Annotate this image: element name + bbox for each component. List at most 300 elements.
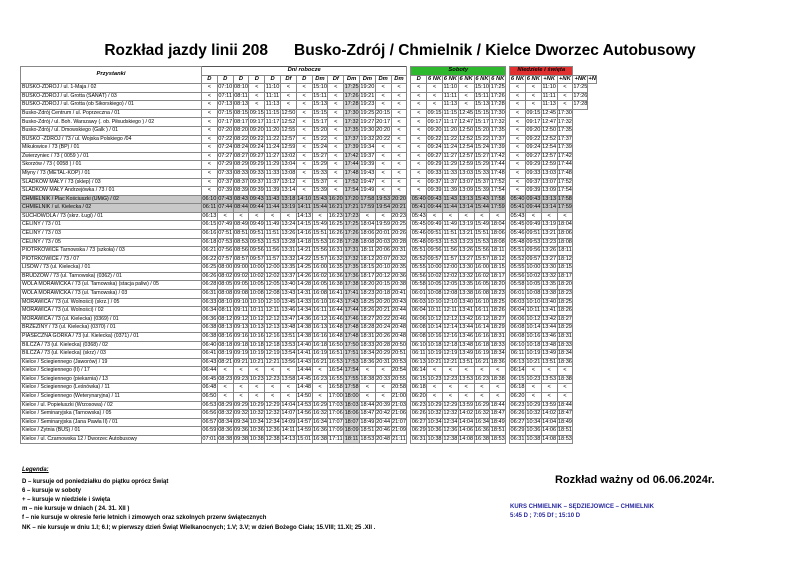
departure-time: 06:45 bbox=[202, 375, 218, 384]
departure-time: 18:53 bbox=[359, 435, 375, 444]
departure-time: 13:43 bbox=[280, 290, 296, 299]
departure-time: < bbox=[391, 101, 407, 110]
departure-time: < bbox=[391, 84, 407, 93]
departure-time: 13:32 bbox=[458, 272, 474, 281]
departure-time: < bbox=[202, 169, 218, 178]
departure-time: 11:11 bbox=[442, 92, 458, 101]
departure-time: < bbox=[296, 92, 312, 101]
departure-time: 13:26 bbox=[280, 229, 296, 238]
stop-name: Kielce / Ściegiennego (II) / 17 bbox=[21, 367, 202, 376]
departure-time: < bbox=[202, 101, 218, 110]
stop-row bbox=[21, 84, 597, 93]
departure-time: 10:29 bbox=[427, 401, 443, 410]
departure-time: < bbox=[202, 109, 218, 118]
departure-time: 09:51 bbox=[249, 229, 265, 238]
departure-time: 10:08 bbox=[249, 290, 265, 299]
departure-time: 13:30 bbox=[458, 264, 474, 273]
departure-time: 09:27 bbox=[249, 152, 265, 161]
departure-time: 14:21 bbox=[296, 247, 312, 256]
departure-time: 13:46 bbox=[280, 307, 296, 316]
departure-time: 20:01 bbox=[375, 229, 391, 238]
departure-time: 16:10 bbox=[312, 298, 328, 307]
column-code: Dm bbox=[312, 75, 328, 84]
departure-time: 05:48 bbox=[510, 238, 526, 247]
departure-time: 11:24 bbox=[265, 144, 281, 153]
departure-time: 17:58 bbox=[557, 195, 573, 204]
timetable bbox=[20, 66, 597, 444]
departure-time: < bbox=[411, 178, 427, 187]
section-weekday: Dni robocze bbox=[202, 67, 407, 76]
departure-time: 18:04 bbox=[490, 221, 506, 230]
departure-time: 16:13 bbox=[312, 324, 328, 333]
departure-time: 20:41 bbox=[391, 290, 407, 299]
departure-time: 20:58 bbox=[391, 384, 407, 393]
departure-time: 18:25 bbox=[490, 298, 506, 307]
departure-time: 06:20 bbox=[510, 392, 526, 401]
departure-time: 13:12 bbox=[280, 178, 296, 187]
line-title: Rozkład jazdy linii 208 bbox=[104, 42, 269, 59]
departure-time: 15:24 bbox=[474, 144, 490, 153]
departure-time: 09:19 bbox=[233, 350, 249, 359]
departure-time: < bbox=[328, 84, 344, 93]
departure-time: 17:59 bbox=[557, 204, 573, 213]
departure-time: 20:55 bbox=[391, 375, 407, 384]
departure-time: 13:51 bbox=[280, 332, 296, 341]
departure-time: 06:27 bbox=[411, 418, 427, 427]
departure-time: 09:57 bbox=[249, 255, 265, 264]
departure-time: < bbox=[458, 92, 474, 101]
departure-time: 20:28 bbox=[391, 238, 407, 247]
departure-time: 18:29 bbox=[490, 324, 506, 333]
departure-time: < bbox=[249, 92, 265, 101]
departure-time: 13:44 bbox=[458, 324, 474, 333]
departure-time: 13:19 bbox=[458, 221, 474, 230]
departure-time: 13:21 bbox=[541, 229, 557, 238]
departure-time: 09:16 bbox=[233, 332, 249, 341]
column-code: Dm bbox=[391, 75, 407, 84]
departure-time: 17:52 bbox=[344, 178, 360, 187]
departure-time: 12:47 bbox=[458, 118, 474, 127]
departure-time: < bbox=[510, 187, 526, 196]
departure-time: 10:11 bbox=[249, 307, 265, 316]
departure-time: 10:14 bbox=[525, 324, 541, 333]
departure-time: 20:35 bbox=[391, 264, 407, 273]
departure-time: 05:51 bbox=[510, 247, 526, 256]
departure-time: 12:38 bbox=[265, 435, 281, 444]
departure-time: 11:49 bbox=[442, 221, 458, 230]
departure-time: < bbox=[375, 367, 391, 376]
departure-time: < bbox=[202, 152, 218, 161]
departure-time: 11:13 bbox=[442, 101, 458, 110]
departure-time: 17:44 bbox=[344, 307, 360, 316]
departure-time: 10:34 bbox=[249, 418, 265, 427]
departure-time: < bbox=[411, 101, 427, 110]
departure-time: 15:43 bbox=[474, 195, 490, 204]
departure-time: 16:19 bbox=[312, 350, 328, 359]
departure-time: < bbox=[296, 109, 312, 118]
departure-time: 18:12 bbox=[359, 255, 375, 264]
departure-time: 18:27 bbox=[557, 315, 573, 324]
departure-time: < bbox=[328, 187, 344, 196]
departure-time: 06:10 bbox=[510, 341, 526, 350]
departure-time: 11:57 bbox=[265, 255, 281, 264]
column-code: D bbox=[296, 75, 312, 84]
departure-time: 18:36 bbox=[557, 358, 573, 367]
departure-time: < bbox=[427, 84, 443, 93]
departure-time: 15:17 bbox=[312, 118, 328, 127]
departure-time: 10:32 bbox=[525, 410, 541, 419]
departure-time: 15:20 bbox=[312, 127, 328, 136]
departure-time: < bbox=[328, 127, 344, 136]
departure-time: 17:59 bbox=[359, 204, 375, 213]
departure-time: 14:02 bbox=[541, 410, 557, 419]
departure-time: 13:27 bbox=[458, 255, 474, 264]
departure-time: < bbox=[375, 178, 391, 187]
departure-time: < bbox=[265, 384, 281, 393]
departure-time: 16:38 bbox=[474, 435, 490, 444]
departure-time: < bbox=[541, 384, 557, 393]
departure-time: < bbox=[359, 384, 375, 393]
departure-time: 10:16 bbox=[525, 332, 541, 341]
departure-time: < bbox=[474, 384, 490, 393]
departure-time: 06:43 bbox=[202, 358, 218, 367]
departure-time: < bbox=[442, 384, 458, 393]
departure-time: 10:11 bbox=[427, 307, 443, 316]
departure-time: 19:23 bbox=[359, 101, 375, 110]
departure-time: 16:34 bbox=[312, 418, 328, 427]
departure-time: 18:15 bbox=[490, 264, 506, 273]
departure-time: 17:35 bbox=[490, 127, 506, 136]
departure-time: < bbox=[510, 152, 526, 161]
departure-time: 17:25 bbox=[344, 221, 360, 230]
departure-time: 11:17 bbox=[442, 118, 458, 127]
departure-time: 21:00 bbox=[391, 392, 407, 401]
departure-time: 13:47 bbox=[280, 315, 296, 324]
departure-time: 16:25 bbox=[328, 221, 344, 230]
departure-time: 15:37 bbox=[474, 178, 490, 187]
departure-time: 12:36 bbox=[442, 427, 458, 436]
departure-time: 05:56 bbox=[411, 272, 427, 281]
departure-time: 21:09 bbox=[391, 427, 407, 436]
departure-time: 17:48 bbox=[557, 169, 573, 178]
departure-time: 13:58 bbox=[280, 375, 296, 384]
departure-time: 18:36 bbox=[359, 358, 375, 367]
departure-time: 14:33 bbox=[296, 298, 312, 307]
departure-time: 12:05 bbox=[442, 281, 458, 290]
departure-time: 18:15 bbox=[557, 264, 573, 273]
departure-time: 16:50 bbox=[328, 341, 344, 350]
departure-time: 06:34 bbox=[202, 307, 218, 316]
departure-time: < bbox=[411, 127, 427, 136]
departure-time: 14:50 bbox=[296, 392, 312, 401]
departure-time: < bbox=[557, 84, 573, 93]
departure-time: 06:21 bbox=[202, 247, 218, 256]
departure-time: < bbox=[427, 392, 443, 401]
departure-time: 07:33 bbox=[217, 169, 233, 178]
departure-time: 15:27 bbox=[474, 152, 490, 161]
departure-time: < bbox=[490, 367, 506, 376]
departure-time: 16:14 bbox=[474, 324, 490, 333]
departure-time: 14:41 bbox=[296, 350, 312, 359]
stop-name: MORAWICA / 73 (ul. Kielecka) (0369) / 01 bbox=[21, 315, 202, 324]
departure-time: 09:56 bbox=[525, 247, 541, 256]
departure-time: 06:31 bbox=[510, 435, 526, 444]
departure-time: 17:54 bbox=[557, 187, 573, 196]
departure-time: 10:02 bbox=[249, 272, 265, 281]
stop-row bbox=[21, 315, 597, 324]
departure-time: 13:53 bbox=[541, 375, 557, 384]
stop-name: CHMIELNIK / Plac Kościuszki (UMiG) / 02 bbox=[21, 195, 202, 204]
departure-time: 10:12 bbox=[427, 315, 443, 324]
departure-time: 18:06 bbox=[344, 410, 360, 419]
departure-time: 19:25 bbox=[359, 109, 375, 118]
departure-time: 13:14 bbox=[541, 204, 557, 213]
departure-time: 18:51 bbox=[490, 427, 506, 436]
departure-time: 17:58 bbox=[490, 195, 506, 204]
departure-time: < bbox=[312, 367, 328, 376]
departure-time: 17:54 bbox=[490, 187, 506, 196]
departure-time: 18:26 bbox=[359, 307, 375, 316]
departure-time: 10:11 bbox=[525, 307, 541, 316]
departure-time: 18:47 bbox=[359, 410, 375, 419]
departure-time: 18:00 bbox=[344, 392, 360, 401]
stop-name: WOLA MORAWICKA / 73 (ul. Tarnowska) / 03 bbox=[21, 290, 202, 299]
departure-time: 17:48 bbox=[344, 324, 360, 333]
departure-time: 18:49 bbox=[490, 418, 506, 427]
departure-time: 12:08 bbox=[265, 290, 281, 299]
departure-time: 16:16 bbox=[474, 332, 490, 341]
departure-time: 08:13 bbox=[233, 101, 249, 110]
departure-time: < bbox=[510, 178, 526, 187]
departure-time: < bbox=[359, 392, 375, 401]
departure-time: 18:29 bbox=[557, 324, 573, 333]
departure-time: 14:34 bbox=[296, 307, 312, 316]
departure-time: 11:15 bbox=[442, 109, 458, 118]
stop-row bbox=[21, 127, 597, 136]
departure-time: 06:29 bbox=[510, 427, 526, 436]
departure-time: 18:31 bbox=[557, 332, 573, 341]
departure-time: 20:24 bbox=[375, 324, 391, 333]
departure-time: 16:00 bbox=[474, 264, 490, 273]
departure-time: 10:34 bbox=[427, 418, 443, 427]
departure-time: 06:06 bbox=[411, 315, 427, 324]
departure-time: 06:03 bbox=[510, 298, 526, 307]
departure-time: 06:18 bbox=[510, 384, 526, 393]
departure-time: < bbox=[280, 84, 296, 93]
departure-time: 11:57 bbox=[442, 255, 458, 264]
departure-time: 13:49 bbox=[458, 350, 474, 359]
departure-time: 09:11 bbox=[233, 307, 249, 316]
column-code: D bbox=[249, 75, 265, 84]
departure-time: 07:29 bbox=[217, 161, 233, 170]
departure-time: 14:06 bbox=[458, 427, 474, 436]
departure-time: 09:20 bbox=[525, 127, 541, 136]
departure-time: 11:29 bbox=[265, 161, 281, 170]
departure-time: 10:10 bbox=[525, 298, 541, 307]
departure-time: 05:52 bbox=[510, 255, 526, 264]
stop-name: MORAWICA / 73 (ul. Wolności) (skrz.) / 05 bbox=[21, 298, 202, 307]
departure-time: 20:28 bbox=[375, 341, 391, 350]
departure-time: 17:35 bbox=[344, 264, 360, 273]
departure-time: 18:53 bbox=[557, 435, 573, 444]
departure-time: 06:53 bbox=[202, 401, 218, 410]
departure-time: < bbox=[296, 84, 312, 93]
departure-time: 14:02 bbox=[458, 410, 474, 419]
departure-time: 21:03 bbox=[391, 401, 407, 410]
departure-time: 18:11 bbox=[557, 247, 573, 256]
departure-time: 12:57 bbox=[541, 152, 557, 161]
departure-time: 17:32 bbox=[557, 118, 573, 127]
departure-time: 08:11 bbox=[233, 92, 249, 101]
departure-time: 18:23 bbox=[557, 290, 573, 299]
departure-time: 09:56 bbox=[249, 247, 265, 256]
stop-row bbox=[21, 101, 597, 110]
departure-time: 18:27 bbox=[359, 315, 375, 324]
departure-time: 06:56 bbox=[202, 410, 218, 419]
departure-time: 06:18 bbox=[411, 384, 427, 393]
departure-time: 11:51 bbox=[442, 229, 458, 238]
departure-time: 18:49 bbox=[557, 418, 573, 427]
departure-time: 15:56 bbox=[474, 247, 490, 256]
departure-time: 18:47 bbox=[490, 410, 506, 419]
departure-time: < bbox=[296, 161, 312, 170]
stop-row bbox=[21, 221, 597, 230]
departure-time: 12:32 bbox=[442, 410, 458, 419]
departure-time: 17:06 bbox=[328, 410, 344, 419]
departure-time: < bbox=[249, 101, 265, 110]
legend bbox=[22, 466, 375, 533]
departure-time: 13:30 bbox=[541, 264, 557, 273]
departure-time: 20:10 bbox=[375, 264, 391, 273]
departure-time: 09:08 bbox=[233, 290, 249, 299]
departure-time: 12:12 bbox=[265, 315, 281, 324]
departure-time: 16:12 bbox=[312, 315, 328, 324]
departure-time: 13:42 bbox=[541, 315, 557, 324]
departure-time: 14:44 bbox=[296, 367, 312, 376]
column-code: D bbox=[411, 75, 427, 84]
departure-time: 14:10 bbox=[296, 195, 312, 204]
stop-name: PIOTRKOWICE / 73 / 07 bbox=[21, 255, 202, 264]
departure-time: 05:43 bbox=[411, 212, 427, 221]
stop-row bbox=[21, 324, 597, 333]
departure-time: 14:15 bbox=[296, 221, 312, 230]
departure-time: 17:20 bbox=[344, 195, 360, 204]
departure-time: 06:08 bbox=[411, 324, 427, 333]
departure-time: < bbox=[557, 212, 573, 221]
departure-time: 09:05 bbox=[233, 281, 249, 290]
departure-time: 17:35 bbox=[557, 127, 573, 136]
departure-time: 15:10 bbox=[474, 84, 490, 93]
departure-time: < bbox=[474, 367, 490, 376]
departure-time: 12:29 bbox=[265, 401, 281, 410]
departure-time: 13:13 bbox=[458, 195, 474, 204]
departure-time: 09:12 bbox=[233, 315, 249, 324]
departure-time: 09:29 bbox=[233, 401, 249, 410]
departure-time: 11:44 bbox=[442, 204, 458, 213]
departure-time: 12:59 bbox=[541, 161, 557, 170]
departure-time: 15:37 bbox=[312, 178, 328, 187]
stop-row bbox=[21, 298, 597, 307]
departure-time: 10:32 bbox=[427, 410, 443, 419]
stop-name: BILCZA / 73 (ul. Kielecka) (skrz) / 03 bbox=[21, 350, 202, 359]
departure-time: 18:51 bbox=[359, 427, 375, 436]
stop-row bbox=[21, 332, 597, 341]
stop-row bbox=[21, 418, 597, 427]
departure-time: < bbox=[202, 92, 218, 101]
departure-time: 17:54 bbox=[344, 187, 360, 196]
departure-time: 16:23 bbox=[328, 212, 344, 221]
departure-time: 09:13 bbox=[233, 324, 249, 333]
departure-time: 17:21 bbox=[344, 204, 360, 213]
departure-time: < bbox=[296, 135, 312, 144]
departure-time: 14:59 bbox=[296, 427, 312, 436]
departure-time: 14:07 bbox=[280, 410, 296, 419]
stop-row bbox=[21, 410, 597, 419]
departure-time: 09:49 bbox=[249, 221, 265, 230]
departure-time: < bbox=[233, 384, 249, 393]
departure-time: 18:08 bbox=[359, 238, 375, 247]
departure-time: 10:00 bbox=[525, 264, 541, 273]
departure-time: 17:26 bbox=[344, 92, 360, 101]
departure-time: 13:51 bbox=[541, 358, 557, 367]
departure-time: 05:40 bbox=[411, 195, 427, 204]
departure-time: 07:01 bbox=[202, 435, 218, 444]
departure-time: 13:54 bbox=[280, 350, 296, 359]
departure-time: < bbox=[510, 169, 526, 178]
column-code: D bbox=[233, 75, 249, 84]
departure-time: < bbox=[474, 392, 490, 401]
departure-time: 20:46 bbox=[391, 315, 407, 324]
section-saturday: Soboty bbox=[411, 67, 506, 76]
departure-time: 16:16 bbox=[312, 332, 328, 341]
departure-time: < bbox=[458, 101, 474, 110]
departure-time: < bbox=[296, 127, 312, 136]
departure-time: 14:53 bbox=[296, 401, 312, 410]
page-title bbox=[0, 42, 800, 60]
departure-time: 17:32 bbox=[490, 118, 506, 127]
departure-time: 14:45 bbox=[296, 375, 312, 384]
departure-time: 19:27 bbox=[359, 118, 375, 127]
departure-time: < bbox=[391, 161, 407, 170]
departure-time: 18:44 bbox=[557, 401, 573, 410]
departure-time: 06:01 bbox=[411, 290, 427, 299]
departure-time: < bbox=[312, 212, 328, 221]
departure-time: 08:34 bbox=[217, 418, 233, 427]
departure-time: 14:09 bbox=[280, 418, 296, 427]
departure-time: 16:23 bbox=[474, 375, 490, 384]
departure-time: 21:07 bbox=[391, 418, 407, 427]
departure-time: 10:29 bbox=[249, 401, 265, 410]
stop-name: Kielce / ul. Popiełuszki (Wrzosowa) / 02 bbox=[21, 401, 202, 410]
departure-time: 13:46 bbox=[458, 332, 474, 341]
departure-time: 20:44 bbox=[391, 307, 407, 316]
departure-time: 15:15 bbox=[312, 109, 328, 118]
departure-time: 08:19 bbox=[217, 350, 233, 359]
departure-time: 15:11 bbox=[312, 92, 328, 101]
departure-time: 20:31 bbox=[375, 358, 391, 367]
departure-time: 19:49 bbox=[359, 187, 375, 196]
departure-time: < bbox=[233, 367, 249, 376]
departure-time: 19:37 bbox=[359, 152, 375, 161]
departure-time: 18:31 bbox=[490, 332, 506, 341]
departure-time: 09:34 bbox=[233, 418, 249, 427]
departure-time: 17:55 bbox=[344, 375, 360, 384]
departure-time: 10:23 bbox=[427, 375, 443, 384]
departure-time: 11:15 bbox=[265, 109, 281, 118]
departure-time: 20:15 bbox=[375, 109, 391, 118]
departure-time: 12:50 bbox=[280, 109, 296, 118]
departure-time: 10:16 bbox=[427, 332, 443, 341]
